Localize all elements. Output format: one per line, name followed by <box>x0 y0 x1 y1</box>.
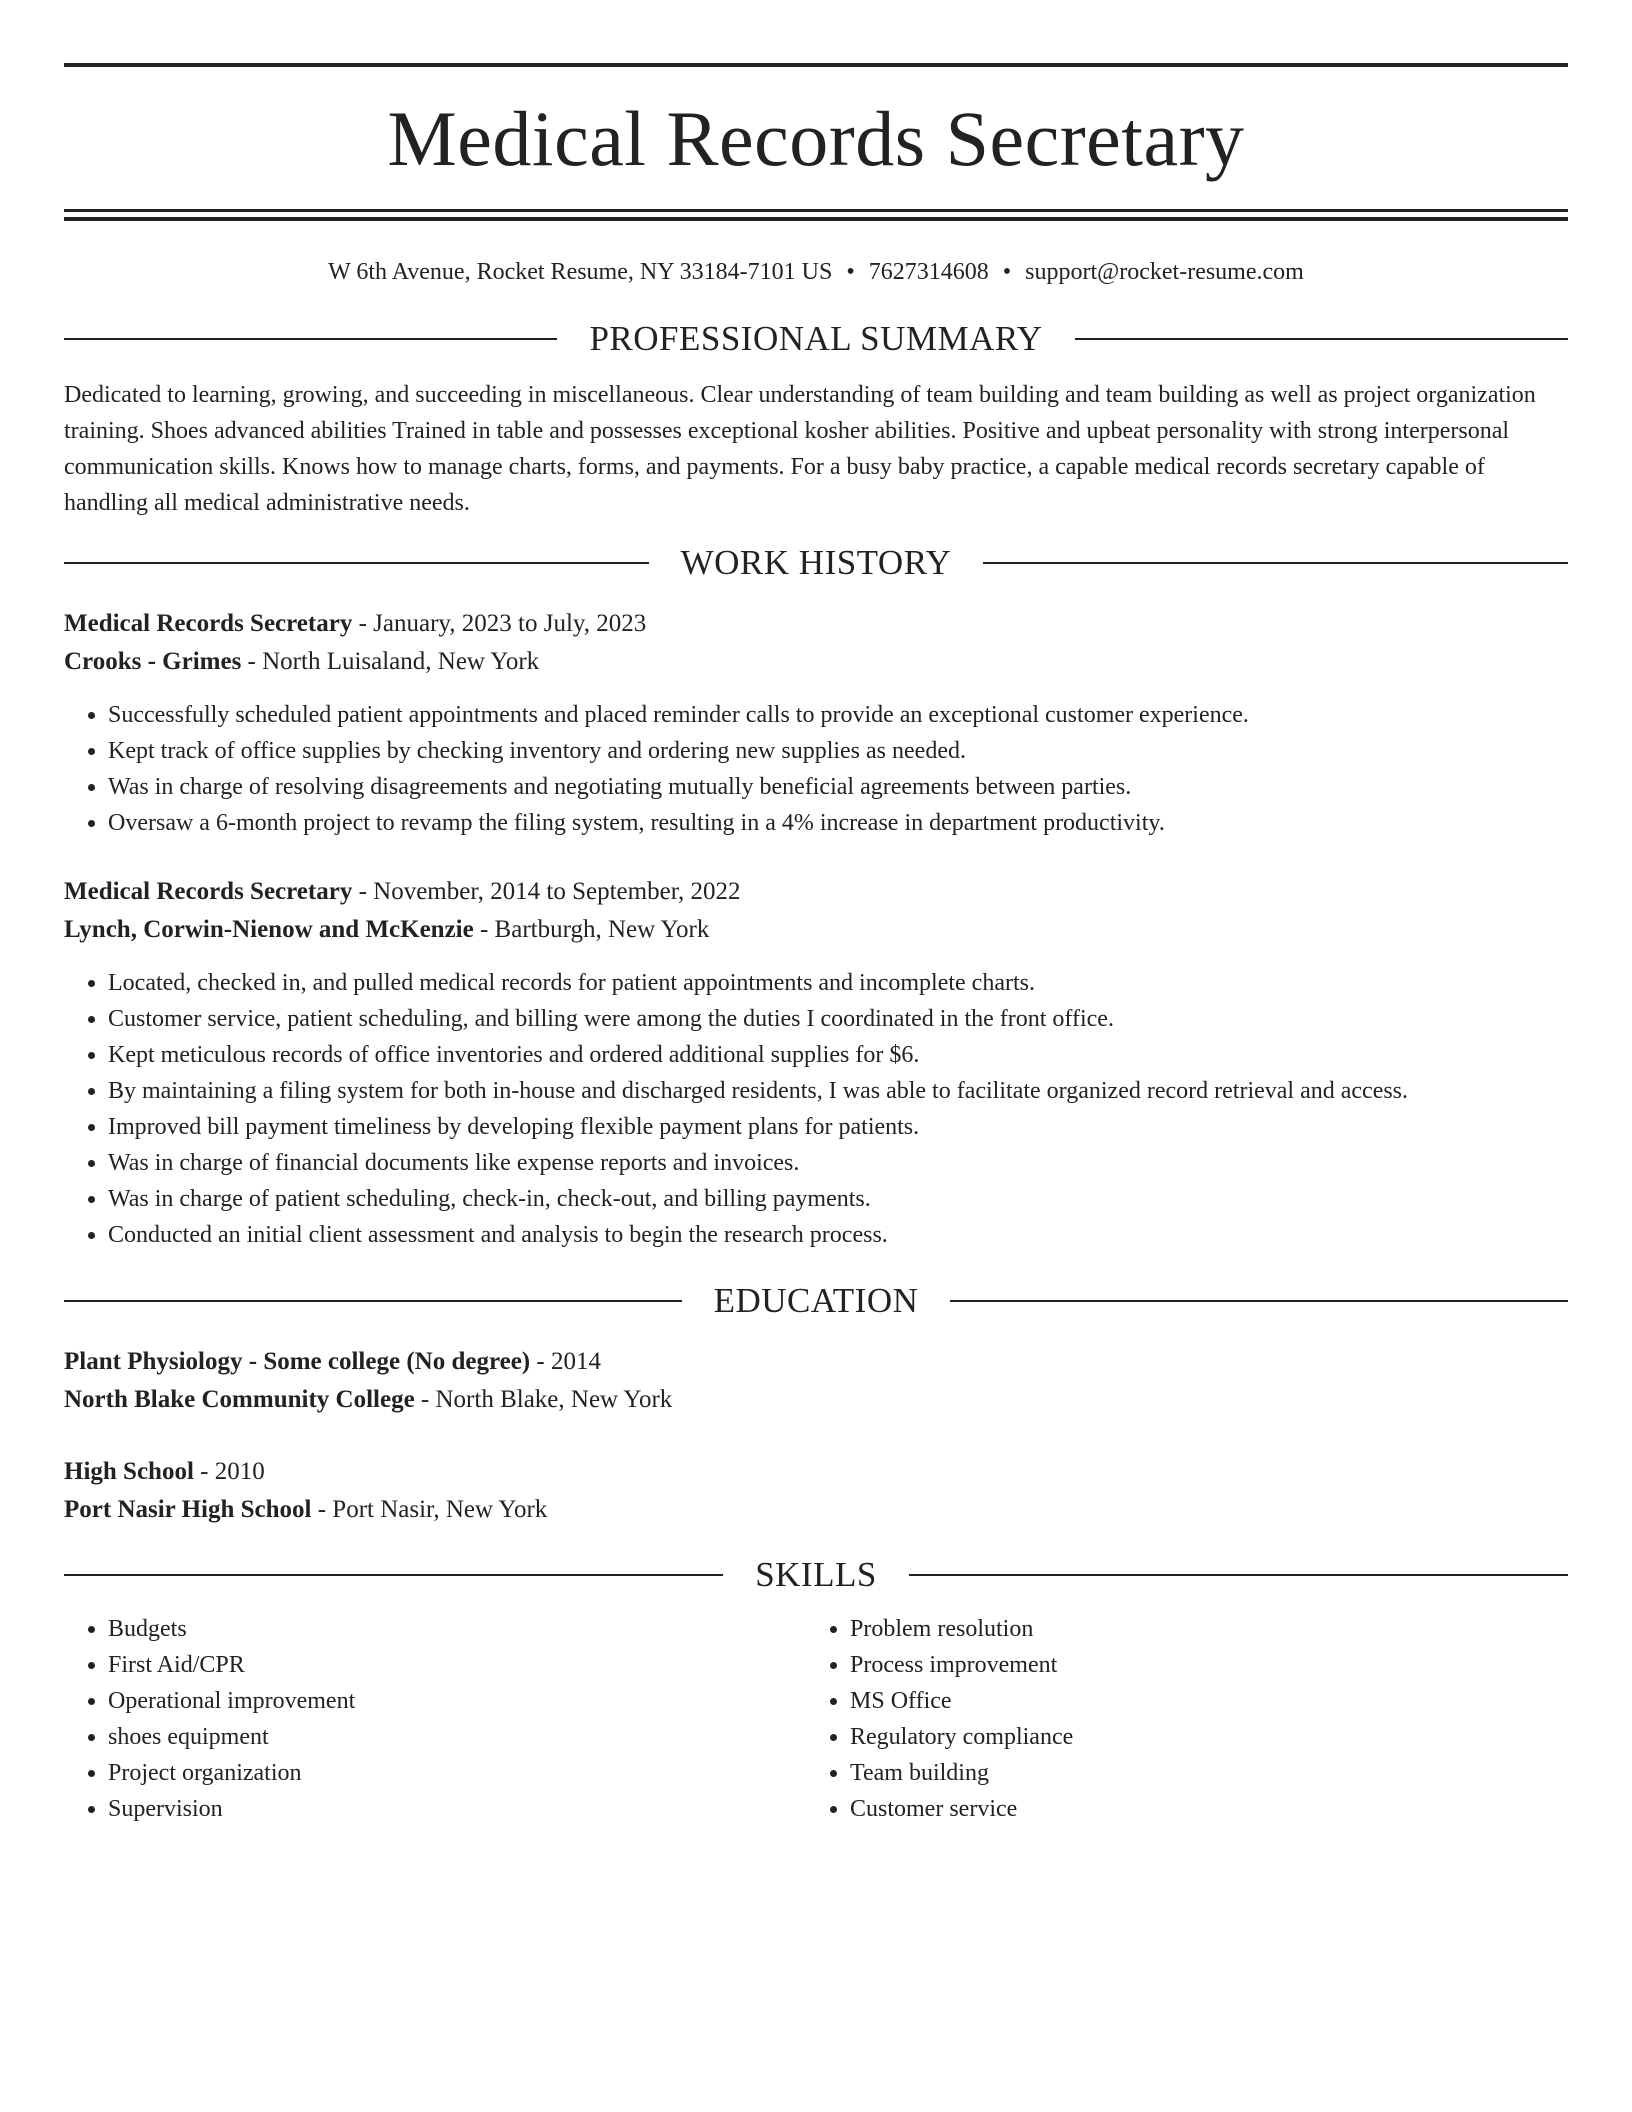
section-title: PROFESSIONAL SUMMARY <box>589 319 1043 358</box>
skills-column-left <box>64 1611 806 1827</box>
skill-item: • shoes equipment <box>108 1719 806 1755</box>
job-bullet: • Successfully scheduled patient appointments and placed reminder calls to provide an exceptional customer experience. <box>108 697 1568 733</box>
education-degree-line <box>64 1453 1568 1491</box>
heading-rule-left <box>64 562 649 564</box>
skill-item: • Customer service <box>850 1791 1548 1827</box>
skills-column-right <box>806 1611 1548 1827</box>
job-title-line <box>64 605 1568 643</box>
work-section-heading <box>64 543 1568 583</box>
resume-title: Medical Records Secretary <box>387 95 1245 182</box>
skill-item: • Supervision <box>108 1791 806 1827</box>
skills-section-heading <box>64 1555 1568 1595</box>
heading-rule-right <box>1075 338 1568 340</box>
education-location: - Port Nasir, New York <box>311 1496 548 1523</box>
skills-list <box>806 1611 1548 1827</box>
job-bullet: • By maintaining a filing system for both in-house and discharged residents, I was able to facilitate organized record retrieval and access. <box>108 1073 1568 1109</box>
skills-grid <box>64 1611 1568 1827</box>
job-entry <box>64 605 1568 841</box>
resume-page <box>64 63 1568 1827</box>
heading-rule-right <box>909 1574 1568 1576</box>
contact-line <box>64 257 1568 287</box>
education-entry <box>64 1343 1568 1419</box>
contact-address: W 6th Avenue, Rocket Resume, NY 33184-7101 US <box>328 259 833 285</box>
skill-item: • First Aid/CPR <box>108 1647 806 1683</box>
skill-item: • Problem resolution <box>850 1611 1548 1647</box>
job-bullet: • Customer service, patient scheduling, and billing were among the duties I coordinated in the front office. <box>108 1001 1568 1037</box>
job-bullet: • Conducted an initial client assessment and analysis to begin the research process. <box>108 1217 1568 1253</box>
job-bullet: • Was in charge of patient scheduling, check-in, check-out, and billing payments. <box>108 1181 1568 1217</box>
education-school-line <box>64 1491 1568 1529</box>
heading-rule-right <box>950 1300 1568 1302</box>
skill-item: • Project organization <box>108 1755 806 1791</box>
job-bullet: • Kept track of office supplies by checking inventory and ordering new supplies as needed. <box>108 733 1568 769</box>
education-degree: High School <box>64 1458 194 1485</box>
job-company-line <box>64 911 1568 949</box>
job-location: - Bartburgh, New York <box>473 916 710 943</box>
job-title: Medical Records Secretary <box>64 610 353 637</box>
contact-separator: • <box>1002 259 1012 285</box>
summary-section-heading <box>64 319 1568 359</box>
section-title: EDUCATION <box>713 1281 919 1320</box>
education-degree-line <box>64 1343 1568 1381</box>
skill-item: • Budgets <box>108 1611 806 1647</box>
section-title: SKILLS <box>755 1555 877 1594</box>
education-school: Port Nasir High School <box>64 1496 312 1523</box>
skill-item: • Process improvement <box>850 1647 1548 1683</box>
job-title-line <box>64 873 1568 911</box>
heading-rule-right <box>983 562 1568 564</box>
job-bullet: • Was in charge of financial documents like expense reports and invoices. <box>108 1145 1568 1181</box>
job-entry <box>64 873 1568 1253</box>
job-bullets <box>64 965 1568 1253</box>
contact-separator: • <box>846 259 855 285</box>
job-bullet: • Was in charge of resolving disagreements and negotiating mutually beneficial agreements between parties. <box>108 769 1568 805</box>
job-bullets <box>64 697 1568 841</box>
job-dates: - November, 2014 to September, 2022 <box>352 878 741 905</box>
contact-email: support@rocket-resume.com <box>1025 259 1304 285</box>
job-dates: - January, 2023 to July, 2023 <box>352 610 647 637</box>
job-bullet: • Kept meticulous records of office inventories and ordered additional supplies for $6. <box>108 1037 1568 1073</box>
job-company: Crooks - Grimes <box>64 648 242 675</box>
education-location: - North Blake, New York <box>414 1386 673 1413</box>
job-company-line <box>64 643 1568 681</box>
heading-rule-left <box>64 1300 682 1302</box>
skill-item: • Team building <box>850 1755 1548 1791</box>
skill-item: • MS Office <box>850 1683 1548 1719</box>
skill-item: • Operational improvement <box>108 1683 806 1719</box>
job-title: Medical Records Secretary <box>64 878 353 905</box>
job-bullet: • Improved bill payment timeliness by developing flexible payment plans for patients. <box>108 1109 1568 1145</box>
header-top-rule <box>64 63 1568 67</box>
job-company: Lynch, Corwin-Nienow and McKenzie <box>64 916 474 943</box>
education-year: - 2010 <box>193 1458 265 1485</box>
education-school: North Blake Community College <box>64 1386 415 1413</box>
education-entry <box>64 1453 1568 1529</box>
summary-paragraph: Dedicated to learning, growing, and succeeding in miscellaneous. Clear understanding of team building and team building as well as project organization training. Shoes advanced abilities Trained in table and possesses exceptional kosher abilities. Positive and upbeat personality with strong interpersonal communication skills. Knows how to manage charts, forms, and payments. For a busy baby practice, a capable medical records secretary capable of handling all medical administrative needs. <box>64 382 1536 516</box>
section-title: WORK HISTORY <box>680 543 952 582</box>
job-bullet: • Located, checked in, and pulled medical records for patient appointments and incomplete charts. <box>108 965 1568 1001</box>
education-school-line <box>64 1381 1568 1419</box>
heading-rule-left <box>64 1574 723 1576</box>
education-section-heading <box>64 1281 1568 1321</box>
education-year: - 2014 <box>530 1348 601 1375</box>
job-bullet: • Oversaw a 6-month project to revamp the filing system, resulting in a 4% increase in department productivity. <box>108 805 1568 841</box>
skills-list <box>64 1611 806 1827</box>
job-location: - North Luisaland, New York <box>241 648 540 675</box>
skill-item: • Regulatory compliance <box>850 1719 1548 1755</box>
heading-rule-left <box>64 338 557 340</box>
education-degree: Plant Physiology - Some college (No degree) <box>64 1348 531 1375</box>
contact-phone: 7627314608 <box>868 259 989 285</box>
header-double-rule <box>64 209 1568 221</box>
